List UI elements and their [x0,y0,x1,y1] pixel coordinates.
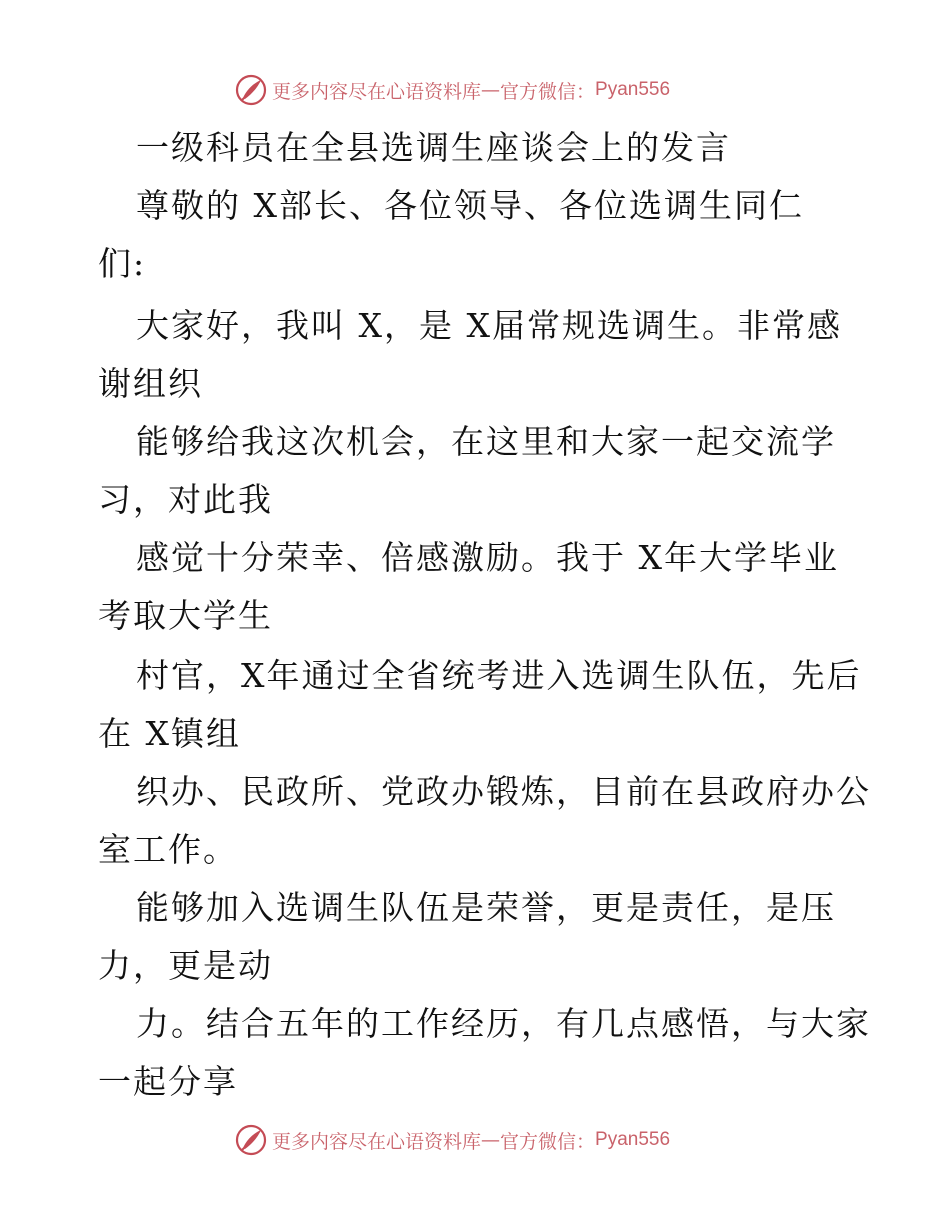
text-line: 们: [98,244,147,283]
text-line: 能够给我这次机会，在这里和大家一起交流学 [136,422,836,461]
quill-logo-icon [234,1123,268,1157]
text-line: 力。结合五年的工作经历，有几点感悟，与大家 [136,1004,871,1043]
text-line: 室工作。 [98,830,238,869]
text-line: 一起分享 [98,1062,238,1101]
watermark-wechat-id: Pyan556 [595,79,671,100]
watermark-wechat-id: Pyan556 [595,1129,671,1150]
text-line: 谢组织 [98,364,203,403]
footer-watermark [234,1122,670,1158]
watermark-brand: 更多内容尽在心语资料库 [272,1130,482,1153]
watermark-dash: — [481,1129,501,1151]
quill-logo-icon [234,73,268,107]
header-watermark [234,72,670,108]
text-line: 在 X镇组 [98,714,241,753]
watermark-wechat-label: 官方微信： [500,80,596,103]
watermark-wechat-label: 官方微信： [500,1130,596,1153]
text-line: 村官，X年通过全省统考进入选调生队伍，先后 [136,656,862,695]
watermark-brand: 更多内容尽在心语资料库 [272,80,482,103]
watermark-dash: — [481,79,501,101]
text-line: 能够加入选调生队伍是荣誉，更是责任，是压 [136,888,836,927]
document-title: 一级科员在全县选调生座谈会上的发言 [136,128,731,167]
text-line: 大家好，我叫 X，是 X届常规选调生。非常感 [136,306,842,345]
text-line: 考取大学生 [98,596,273,635]
text-line: 尊敬的 X部长、各位领导、各位选调生同仁 [136,186,804,225]
text-line: 习，对此我 [98,480,273,519]
text-line: 织办、民政所、党政办锻炼，目前在县政府办公 [136,772,871,811]
text-line: 力，更是动 [98,946,273,985]
text-line: 感觉十分荣幸、倍感激励。我于 X年大学毕业 [136,538,839,577]
